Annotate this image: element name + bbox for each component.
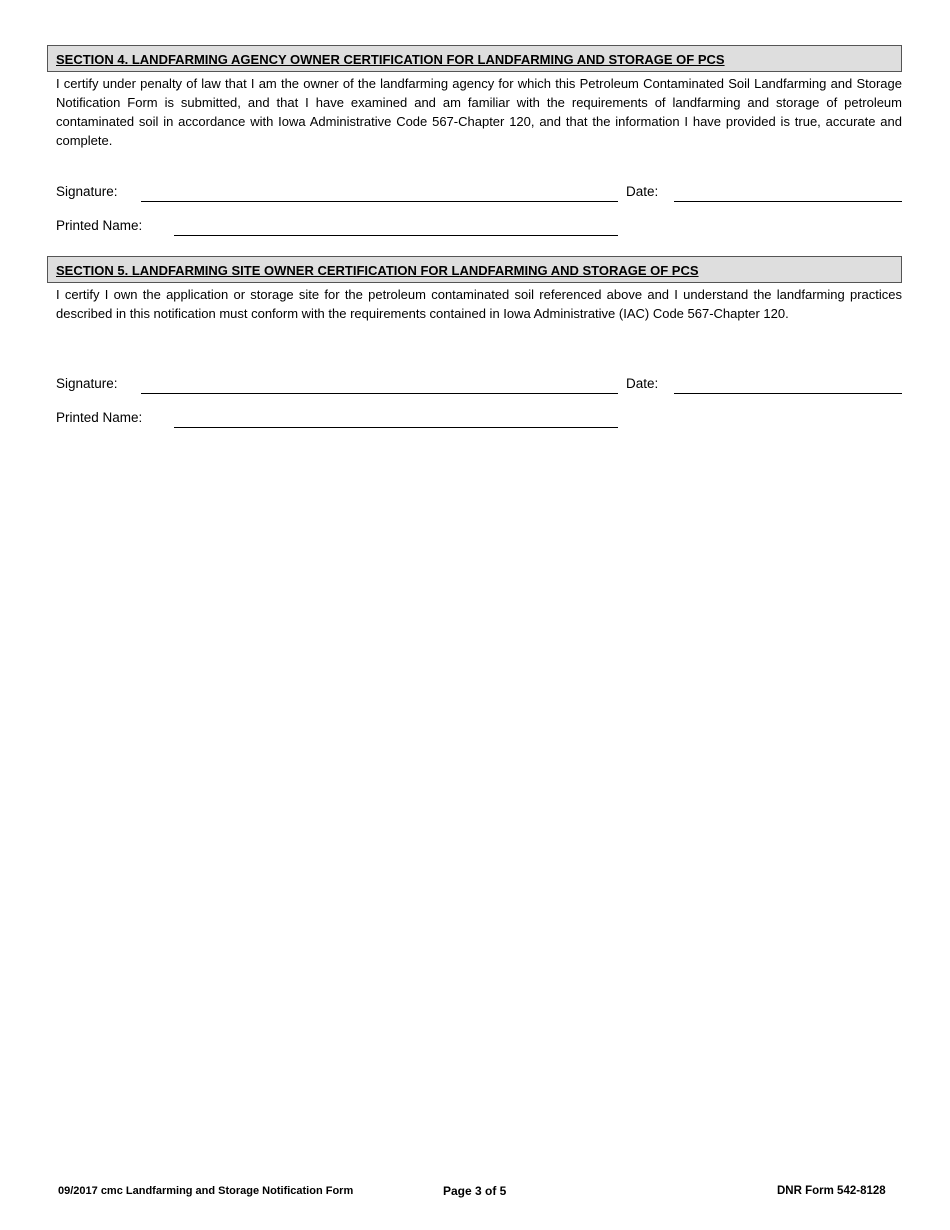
section-5-certification-text: I certify I own the application or storage site for the petroleum contaminated soil referenced above and I understand the landfarming practices described in this notification must conform with the requirements contained in Iowa Administrative (IAC) Code 567-Chapter 120.	[56, 287, 902, 321]
section-4-printed-name-field[interactable]	[174, 218, 618, 236]
footer-page-number: Page 3 of 5	[443, 1184, 507, 1198]
footer-form-info: 09/2017 cmc Landfarming and Storage Notification Form	[58, 1185, 354, 1197]
section-5-printed-name-label: Printed Name:	[56, 410, 143, 425]
section-5-signature-field[interactable]	[141, 376, 618, 394]
section-4-date-field[interactable]	[674, 184, 902, 202]
section-4-signature-field[interactable]	[141, 184, 618, 202]
section-5-printed-name-field[interactable]	[174, 410, 618, 428]
footer-form-number: DNR Form 542-8128	[777, 1185, 886, 1197]
section-5-date-field[interactable]	[674, 376, 902, 394]
section-4-printed-name-label: Printed Name:	[56, 218, 143, 233]
section-5-date-label: Date:	[626, 376, 659, 391]
section-5-heading: SECTION 5. LANDFARMING SITE OWNER CERTIFICATION FOR LANDFARMING AND STORAGE OF PCS	[47, 256, 902, 283]
section-5-signature-label: Signature:	[56, 376, 118, 391]
section-4-date-label: Date:	[626, 184, 659, 199]
section-4-certification-text: I certify under penalty of law that I am the owner of the landfarming agency for which this Petroleum Contaminated Soil Landfarming and Storage Notification Form is submitted, and that I have examined and am familiar with the requirements of landfarming and storage of petroleum contaminated soil in accordance with Iowa Administrative Code 567-Chapter 120, and that the information I have provided is true, accurate and complete.	[56, 76, 902, 148]
section-4-heading: SECTION 4. LANDFARMING AGENCY OWNER CERTIFICATION FOR LANDFARMING AND STORAGE OF PCS	[47, 45, 902, 72]
section-4-signature-label: Signature:	[56, 184, 118, 199]
